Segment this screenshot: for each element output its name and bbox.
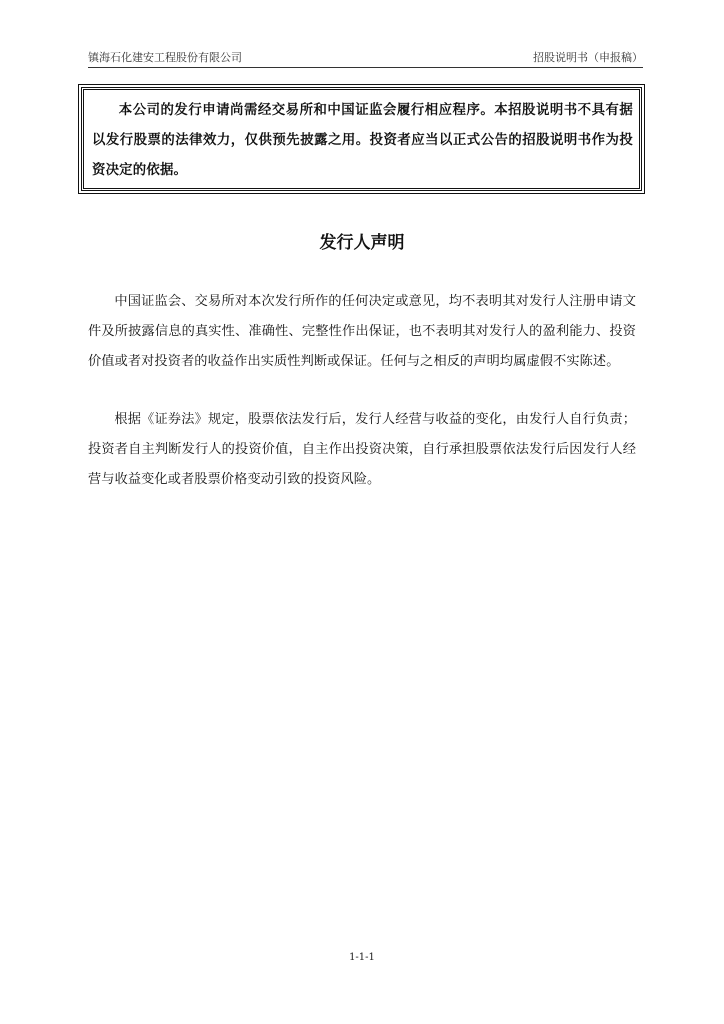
paragraph-regulator-disclaimer: 中国证监会、交易所对本次发行所作的任何决定或意见，均不表明其对发行人注册申请文件及所披露信息的真实性、准确性、完整性作出保证，也不表明其对发行人的盈利能力、投资价值或者对投资者的收益作出实质性判断或保证。任何与之相反的声明均属虚假不实陈述。 xyxy=(88,294,636,369)
header-document-type: 招股说明书（申报稿） xyxy=(533,51,643,64)
section-title: 发行人声明 xyxy=(319,233,405,253)
header-company-name: 镇海石化建安工程股份有限公司 xyxy=(88,51,242,64)
notice-text: 本公司的发行申请尚需经交易所和中国证监会履行相应程序。本招股说明书不具有据以发行股票的法律效力，仅供预先披露之用。投资者应当以正式公告的招股说明书作为投资决定的依据。 xyxy=(92,103,633,178)
notice-box xyxy=(81,87,642,191)
page-number: 1-1-1 xyxy=(349,952,375,963)
paragraph-investment-risk: 根据《证券法》规定，股票依法发行后，发行人经营与收益的变化，由发行人自行负责；投资者自主判断发行人的投资价值，自主作出投资决策，自行承担股票依法发行后因发行人经营与收益变化或者股票价格变动引致的投资风险。 xyxy=(88,412,636,487)
page-header xyxy=(88,49,643,68)
